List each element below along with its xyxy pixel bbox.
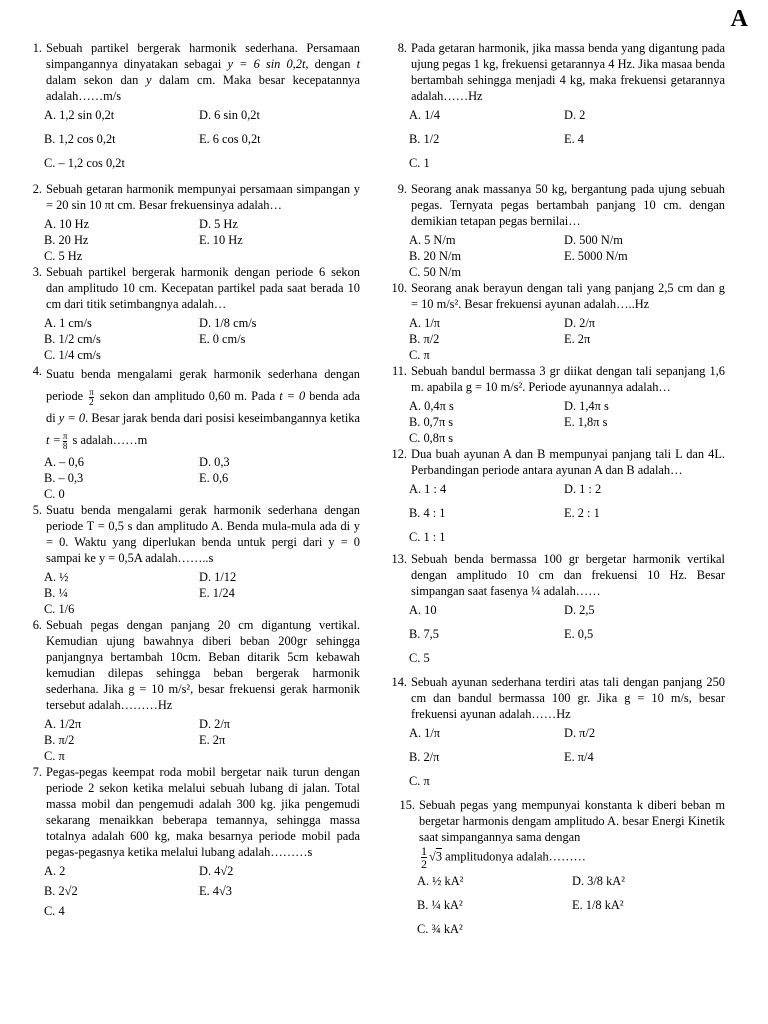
option-a: A. 1/2π <box>44 717 82 731</box>
option-b: B. 4 : 1 <box>409 506 446 520</box>
option-c: C. – 1,2 cos 0,2t <box>44 156 125 170</box>
question-text: sekon dan amplitudo 0,60 m. Pada <box>95 389 280 403</box>
question-12 <box>385 446 725 478</box>
option-d: D. 6 sin 0,2t <box>199 108 260 122</box>
question-3 <box>20 264 360 312</box>
sqrt-value: 3 <box>435 849 443 864</box>
question-9 <box>385 181 725 229</box>
question-text: Sebuah bandul bermassa 3 gr diikat dengan tali sepanjang 1,6 m. apabila g = 10 m/s². Periode ayunannya adalah… <box>411 364 725 394</box>
option-b: B. 2/π <box>409 750 440 764</box>
option-e: E. 2π <box>199 733 226 747</box>
question-number: 4. <box>32 364 42 378</box>
variable: y = 0 <box>58 411 86 425</box>
option-a: A. ½ <box>44 570 69 584</box>
options-12 <box>409 481 725 545</box>
option-a: A. ½ kA² <box>417 874 464 888</box>
options-15 <box>417 873 725 937</box>
option-e: E. 4√3 <box>199 884 232 898</box>
option-d: D. 2/π <box>564 316 596 330</box>
options-3 <box>44 315 360 363</box>
question-text: Seorang anak berayun dengan tali yang panjang 2,5 cm dan g = 10 m/s². Besar frekuensi ayunan adalah…..Hz <box>411 281 725 311</box>
option-b: B. 1/2 <box>409 132 440 146</box>
fraction <box>63 432 68 451</box>
question-text: . Besar jarak benda dari posisi keseimbangannya ketika <box>85 411 360 425</box>
option-e: E. 2 : 1 <box>564 506 600 520</box>
question-11 <box>385 363 725 395</box>
option-c: C. 4 <box>44 904 65 918</box>
question-text: Pegas-pegas keempat roda mobil bergetar naik turun dengan periode 2 sekon ketika melalui sebuah lubang di jalan. Total massa mobil dan pengemudi adalah 300 kg. jika pengemudi sekarang menaikkan beberapa temannya, sehingga massa totalnya adalah 600 kg, maka besarnya periode mobil pada pegas-pegasnya ketika melalui lubang adalah………s <box>46 765 360 859</box>
option-b: B. 1,2 cos 0,2t <box>44 132 116 146</box>
options-13 <box>409 602 725 666</box>
question-number: 11. <box>391 364 407 378</box>
question-text: benda ada di <box>46 389 360 425</box>
options-1 <box>44 107 360 171</box>
option-e: E. 1/24 <box>199 586 235 600</box>
question-7 <box>20 764 360 860</box>
option-a: A. 10 <box>409 603 437 617</box>
option-a: A. 10 Hz <box>44 217 90 231</box>
question-text: Suatu benda mengalami gerak harmonik sederhana dengan periode <box>46 367 360 403</box>
option-c: C. 50 N/m <box>409 265 461 279</box>
equation: y = 6 sin 0,2t <box>227 57 306 71</box>
question-number: 7. <box>32 765 42 779</box>
question-text: Sebuah partikel bergerak harmonik dengan periode 6 sekon dan amplitudo 10 cm. Kecepatan partikel pada saat berada 10 cm dari titik setimbangnya adalah… <box>46 265 360 311</box>
options-6 <box>44 716 360 764</box>
question-number: 14. <box>391 675 407 689</box>
options-11 <box>409 398 725 446</box>
question-text: Seorang anak massanya 50 kg, bergantung pada ujung sebuah pegas. Ternyata pegas bertambah panjang 10 cm. dengan demikian tetapan pegas bernilai… <box>411 182 725 228</box>
option-b: B. 20 N/m <box>409 249 461 263</box>
question-8 <box>385 40 725 104</box>
question-text: dalam cm. Maka besar kecepatannya adalah……m/s <box>46 73 360 103</box>
option-a: A. 1/4 <box>409 108 440 122</box>
options-10 <box>409 315 725 363</box>
question-number: 13. <box>391 552 407 566</box>
option-e: E. 5000 N/m <box>564 249 628 263</box>
fraction <box>89 388 94 407</box>
option-c: C. 5 Hz <box>44 249 83 263</box>
option-d: D. 1/8 cm/s <box>199 316 257 330</box>
option-b: B. 0,7π s <box>409 415 454 429</box>
question-text: dalam sekon dan <box>46 73 146 87</box>
question-15 <box>385 797 725 870</box>
question-text: Sebuah benda bermassa 100 gr bergetar harmonik vertikal dengan amplitudo 10 cm dan frekuensi 10 Hz. Besar simpangan saat fasenya ¼ adalah…… <box>411 552 725 598</box>
question-number: 12. <box>391 447 407 461</box>
question-1 <box>20 40 360 104</box>
variable: t <box>356 57 361 71</box>
question-number: 15. <box>399 798 415 812</box>
option-d: D. 0,3 <box>199 455 230 469</box>
question-text: s adalah……m <box>69 433 148 447</box>
question-number: 1. <box>32 41 42 55</box>
right-column <box>385 40 725 941</box>
option-e: E. 10 Hz <box>199 233 243 247</box>
denominator: 8 <box>62 440 68 451</box>
fraction <box>421 845 427 870</box>
option-e: E. 2π <box>564 332 591 346</box>
variable: y <box>146 73 152 87</box>
question-10 <box>385 280 725 312</box>
option-e: E. 1/8 kA² <box>572 898 624 912</box>
option-d: D. π/2 <box>564 726 596 740</box>
option-c: C. π <box>44 749 65 763</box>
question-13 <box>385 551 725 599</box>
option-e: E. 4 <box>564 132 584 146</box>
option-a: A. 1 cm/s <box>44 316 92 330</box>
option-c: C. 1 <box>409 156 430 170</box>
option-e: E. 0,6 <box>199 471 229 485</box>
question-14 <box>385 674 725 722</box>
option-c: C. 5 <box>409 651 430 665</box>
variable: t = 0 <box>279 389 306 403</box>
option-d: D. 3/8 kA² <box>572 874 625 888</box>
option-a: A. 1,2 sin 0,2t <box>44 108 115 122</box>
option-e: E. 0 cm/s <box>199 332 246 346</box>
option-b: B. ¼ kA² <box>417 898 463 912</box>
option-c: C. 0,8π s <box>409 431 454 445</box>
question-number: 8. <box>397 41 407 55</box>
option-c: C. π <box>409 348 430 362</box>
option-d: D. 1 : 2 <box>564 482 602 496</box>
question-number: 10. <box>391 281 407 295</box>
options-14 <box>409 725 725 789</box>
option-c: C. 1 : 1 <box>409 530 446 544</box>
denominator: 2 <box>421 857 427 871</box>
left-column <box>20 40 360 923</box>
sqrt-symbol: √ <box>429 849 436 864</box>
page-label: A <box>730 6 748 32</box>
question-4 <box>20 363 360 451</box>
option-a: A. 1 : 4 <box>409 482 447 496</box>
question-text: Sebuah ayunan sederhana terdiri atas tali dengan panjang 250 cm dan bandul bermassa 100 gr. Jika g = 10 m/s, besar frekuensi ayunan adalah……Hz <box>411 675 725 721</box>
option-c: C. 1/6 <box>44 602 75 616</box>
option-e: E. π/4 <box>564 750 594 764</box>
options-8 <box>409 107 725 171</box>
numerator: 1 <box>421 844 427 858</box>
option-d: D. 1,4π s <box>564 399 609 413</box>
question-text: Sebuah getaran harmonik mempunyai persamaan simpangan y = 20 sin 10 πt cm. Besar frekuensinya adalah… <box>46 182 360 212</box>
option-b: B. – 0,3 <box>44 471 84 485</box>
option-a: A. 1/π <box>409 316 441 330</box>
options-2 <box>44 216 360 264</box>
option-a: A. 5 N/m <box>409 233 456 247</box>
option-d: D. 500 N/m <box>564 233 623 247</box>
option-c: C. π <box>409 774 430 788</box>
option-b: B. ¼ <box>44 586 68 600</box>
question-number: 9. <box>397 182 407 196</box>
numerator: π <box>89 386 94 397</box>
question-6 <box>20 617 360 713</box>
question-number: 3. <box>32 265 42 279</box>
option-e: E. 0,5 <box>564 627 594 641</box>
option-d: D. 2 <box>564 108 586 122</box>
question-number: 5. <box>32 503 42 517</box>
options-5 <box>44 569 360 617</box>
option-d: D. 1/12 <box>199 570 237 584</box>
question-text: Sebuah partikel bergerak harmonik sederhana. Persamaan simpangannya dinyatakan sebagai <box>46 41 360 71</box>
option-a: A. 0,4π s <box>409 399 454 413</box>
question-text: amplitudonya adalah……… <box>442 849 586 864</box>
options-7 <box>44 863 360 919</box>
question-text: Pada getaran harmonik, jika massa benda yang digantung pada ujung pegas 1 kg, frekuensi getarannya 4 Hz. Jika masaa benda bertambah sehingga menjadi 4 kg, maka frekuensi getarannya adalah……Hz <box>411 41 725 103</box>
question-text: Suatu benda mengalami gerak harmonik sederhana dengan periode T = 0,5 s dan amplitudo A. Benda mula-mula ada di y = 0. Waktu yang diperlukan benda untuk pergi dari y = 0 sampai ke y = 0,5A adalah……..s <box>46 503 360 565</box>
option-c: C. ¾ kA² <box>417 922 463 936</box>
variable: t = <box>46 433 61 447</box>
option-b: B. 1/2 cm/s <box>44 332 101 346</box>
option-b: B. 7,5 <box>409 627 439 641</box>
option-d: D. 2,5 <box>564 603 595 617</box>
option-c: C. 0 <box>44 487 65 501</box>
option-a: A. 2 <box>44 864 66 878</box>
option-d: D. 5 Hz <box>199 217 238 231</box>
option-d: D. 4√2 <box>199 864 234 878</box>
option-b: B. 20 Hz <box>44 233 89 247</box>
option-a: A. – 0,6 <box>44 455 84 469</box>
option-a: A. 1/π <box>409 726 441 740</box>
option-d: D. 2/π <box>199 717 231 731</box>
option-c: C. 1/4 cm/s <box>44 348 101 362</box>
option-e: E. 1,8π s <box>564 415 608 429</box>
question-number: 6. <box>32 618 42 632</box>
question-2 <box>20 181 360 213</box>
option-e: E. 6 cos 0,2t <box>199 132 261 146</box>
question-text: Sebuah pegas dengan panjang 20 cm digantung vertikal. Kemudian ujung bawahnya diberi beban 200gr sehingga panjangnya bertambah 10cm. Beban ditarik 5cm kebawah kemudian dilepas sehingga beban bergerak harmonik sederhana. Jika g = 10 m/s², besar frekuensi gerak harmonik tersebut adalah………Hz <box>46 618 360 712</box>
denominator: 2 <box>89 396 94 407</box>
option-b: B. π/2 <box>409 332 440 346</box>
question-text: , dengan <box>305 57 357 71</box>
options-9 <box>409 232 725 280</box>
option-b: B. 2√2 <box>44 884 78 898</box>
question-text: Dua buah ayunan A dan B mempunyai panjang tali L dan 4L. Perbandingan periode antara ayunan A dan B adalah… <box>411 447 725 477</box>
question-text: Sebuah pegas yang mempunyai konstanta k diberi beban m bergetar harmonis dengam amplitudo A. besar Energi Kinetik saat simpangannya sama dengan <box>419 798 725 844</box>
question-number: 2. <box>32 182 42 196</box>
numerator: π <box>62 430 68 441</box>
option-b: B. π/2 <box>44 733 75 747</box>
question-5 <box>20 502 360 566</box>
options-4 <box>44 454 360 502</box>
